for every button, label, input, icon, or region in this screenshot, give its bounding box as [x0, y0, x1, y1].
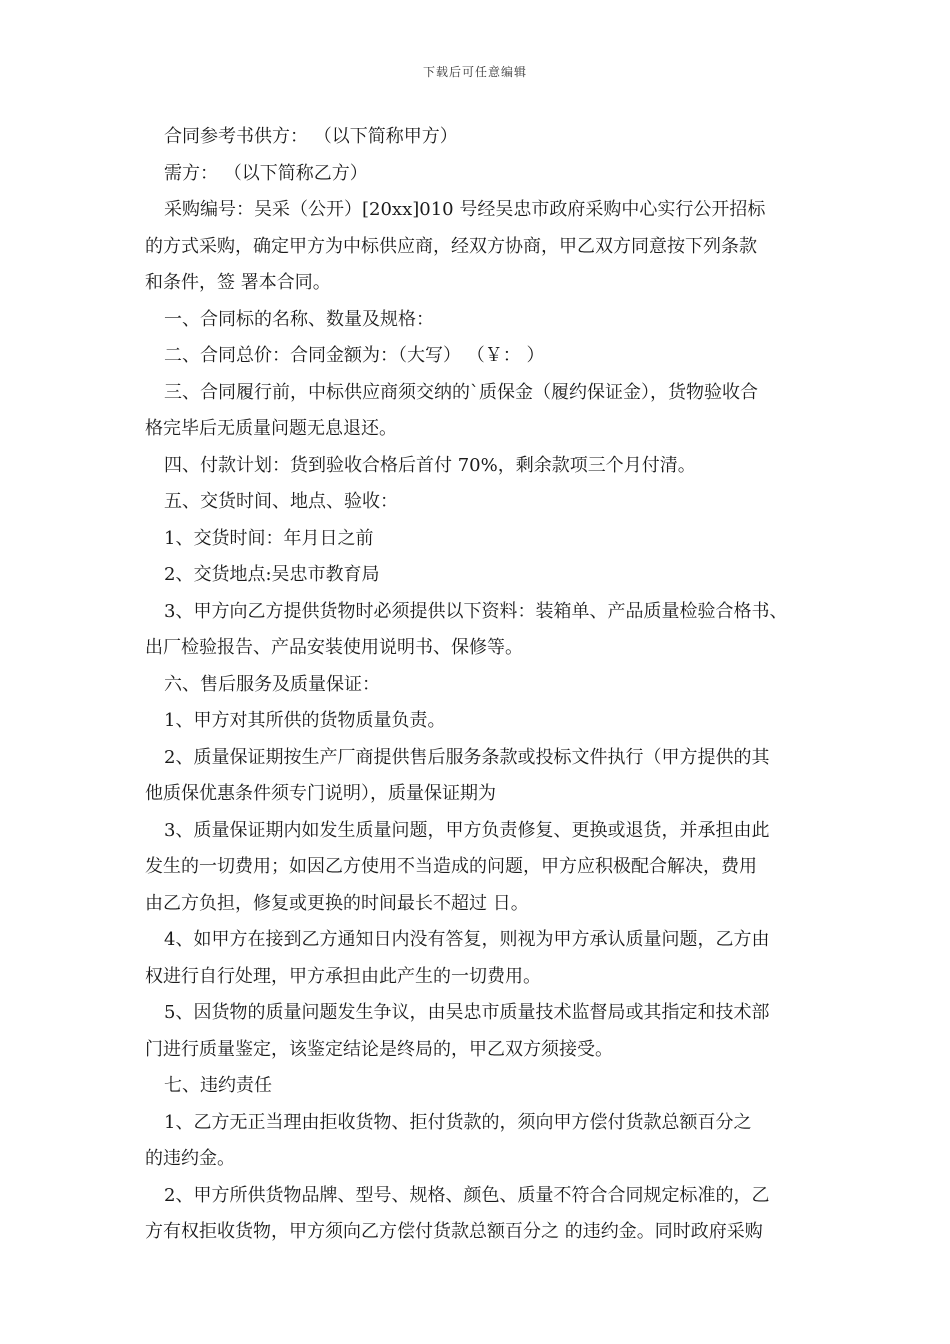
- contract-line: 合同参考书供方： （以下简称甲方）: [164, 126, 458, 147]
- contract-line: 方有权拒收货物，甲方须向乙方偿付货款总额百分之 的违约金。同时政府采购: [145, 1221, 763, 1242]
- contract-line: 五、交货时间、地点、验收：: [164, 491, 398, 512]
- contract-line: 四、付款计划：货到验收合格后首付 70%，剩余款项三个月付清。: [164, 454, 696, 476]
- contract-line: 的方式采购，确定甲方为中标供应商，经双方协商，甲乙双方同意按下列条款: [145, 235, 757, 257]
- contract-line: 采购编号：吴采（公开）[20xx]010 号经吴忠市政府采购中心实行公开招标: [164, 199, 766, 220]
- contract-line: 三、合同履行前，中标供应商须交纳的`质保金（履约保证金），货物验收合: [164, 381, 758, 403]
- contract-line: 格完毕后无质量问题无息退还。: [145, 418, 397, 439]
- contract-line: 二、合同总价：合同金额为：（大写） （￥： ）: [164, 345, 545, 366]
- contract-line: 需方： （以下简称乙方）: [164, 162, 368, 184]
- contract-line: 门进行质量鉴定，该鉴定结论是终局的，甲乙双方须接受。: [145, 1038, 613, 1060]
- contract-line: 1、乙方无正当理由拒收货物、拒付货款的，须向甲方偿付货款总额百分之: [164, 1111, 752, 1133]
- contract-line: 由乙方负担，修复或更换的时间最长不超过 日。: [145, 892, 529, 914]
- contract-line: 一、合同标的名称、数量及规格：: [164, 308, 434, 330]
- contract-line: 3、质量保证期内如发生质量问题，甲方负责修复、更换或退货，并承担由此: [164, 819, 770, 841]
- contract-line: 的违约金。: [145, 1148, 235, 1169]
- contract-line: 4、如甲方在接到乙方通知日内没有答复，则视为甲方承认质量问题，乙方由: [164, 929, 770, 950]
- contract-line: 出厂检验报告、产品安装使用说明书、保修等。: [145, 637, 523, 658]
- contract-line: 权进行自行处理，甲方承担由此产生的一切费用。: [145, 965, 541, 987]
- contract-line: 2、甲方所供货物品牌、型号、规格、颜色、质量不符合合同规定标准的，乙: [164, 1184, 770, 1206]
- contract-line: 3、甲方向乙方提供货物时必须提供以下资料：装箱单、产品质量检验合格书、: [164, 600, 788, 622]
- contract-body: [145, 119, 825, 1251]
- contract-line: 1、甲方对其所供的货物质量负责。: [164, 710, 446, 731]
- contract-line: 1、交货时间：年月日之前: [164, 527, 374, 549]
- contract-line: 六、售后服务及质量保证：: [164, 673, 380, 695]
- contract-line: 七、违约责任: [164, 1075, 272, 1096]
- page-header-note: 下载后可任意编辑: [422, 65, 527, 79]
- contract-line: 2、交货地点:吴忠市教育局: [164, 564, 380, 585]
- contract-line: 他质保优惠条件须专门说明），质量保证期为: [145, 783, 496, 804]
- contract-line: 2、质量保证期按生产厂商提供售后服务条款或投标文件执行（甲方提供的其: [164, 746, 770, 768]
- contract-line: 发生的一切费用；如因乙方使用不当造成的问题，甲方应积极配合解决，费用: [145, 856, 757, 877]
- contract-line: 和条件，签 署本合同。: [145, 272, 331, 293]
- contract-line: 5、因货物的质量问题发生争议，由吴忠市质量技术监督局或其指定和技术部: [164, 1002, 770, 1023]
